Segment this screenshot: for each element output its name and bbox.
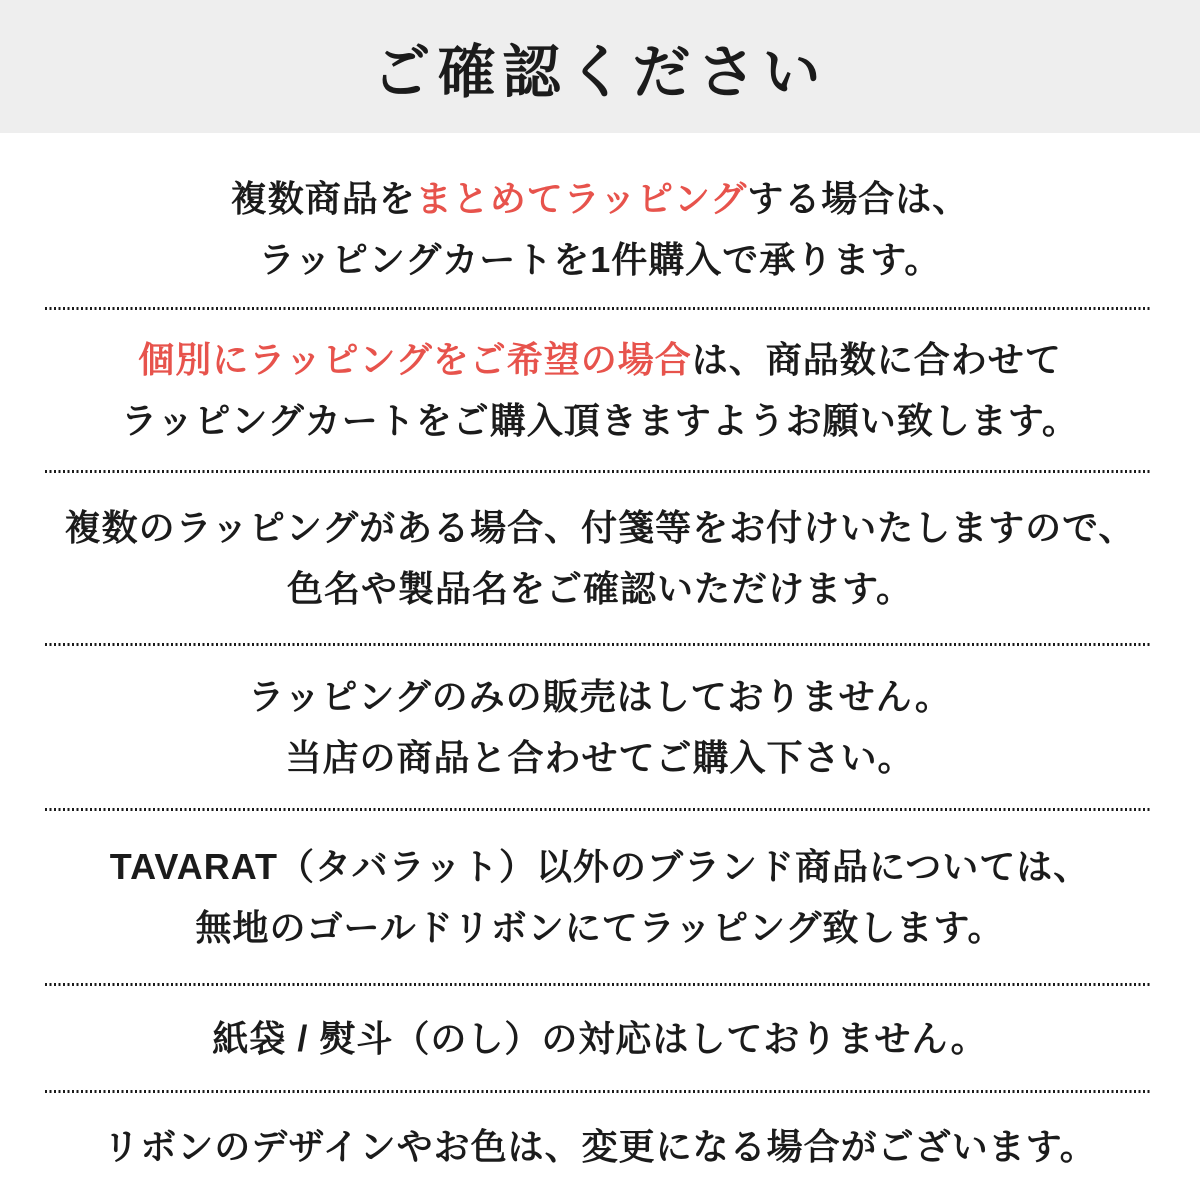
notice-text: 当店の商品と合わせてご購入下さい。 [285,737,915,778]
notice-text: 複数商品を [230,178,416,219]
page-title: ご確認ください [372,39,828,105]
notice-section-no-paper-bag [0,986,1200,1090]
notice-section-grouped-wrapping [0,133,1200,307]
notice-line [121,390,1079,451]
notice-text: TAVARAT（タバラット）以外のブランド商品については、 [109,846,1091,887]
notice-text: 無地のゴールドリボンにてラッピング致します。 [195,907,1005,948]
notice-text: リボンのデザインやお色は、変更になる場合がございます。 [103,1126,1097,1167]
notice-section-individual-wrapping [0,310,1200,470]
notice-line [231,168,970,229]
header-band [0,0,1200,133]
notice-text: 紙袋 / 熨斗（のし）の対応はしておりません。 [212,1017,988,1059]
notice-text: ラッピングカートをご購入頂きますようお願い致します。 [121,400,1079,441]
notice-text: 複数のラッピングがある場合、付箋等をお付けいたしますので、 [64,507,1136,548]
notice-section-sticky-notes [0,473,1200,643]
notice-line [212,1008,987,1069]
notice-line [103,1116,1097,1177]
notice-line [196,897,1005,958]
notice-line [259,229,942,290]
notice-line [110,836,1091,897]
notice-section-no-wrapping-only [0,646,1200,808]
notice-line [287,558,913,619]
notice-line [285,727,914,788]
notice-text: する場合は、 [747,178,970,219]
notice-line [138,329,1062,390]
notice-text: ラッピングのみの販売はしておりません。 [248,676,952,717]
notice-text-emphasis: まとめてラッピング [415,178,748,219]
notice-text: ラッピングカートを1件購入で承ります。 [258,239,942,280]
notice-text: 色名や製品名をご確認いただけます。 [286,568,914,609]
notice-section-ribbon-change [0,1093,1200,1200]
notice-line [248,666,952,727]
notice-text-emphasis: 個別にラッピングをご希望の場合 [138,339,692,380]
notice-line [65,497,1136,558]
notice-section-other-brands [0,811,1200,983]
notice-text: は、商品数に合わせて [691,339,1062,380]
